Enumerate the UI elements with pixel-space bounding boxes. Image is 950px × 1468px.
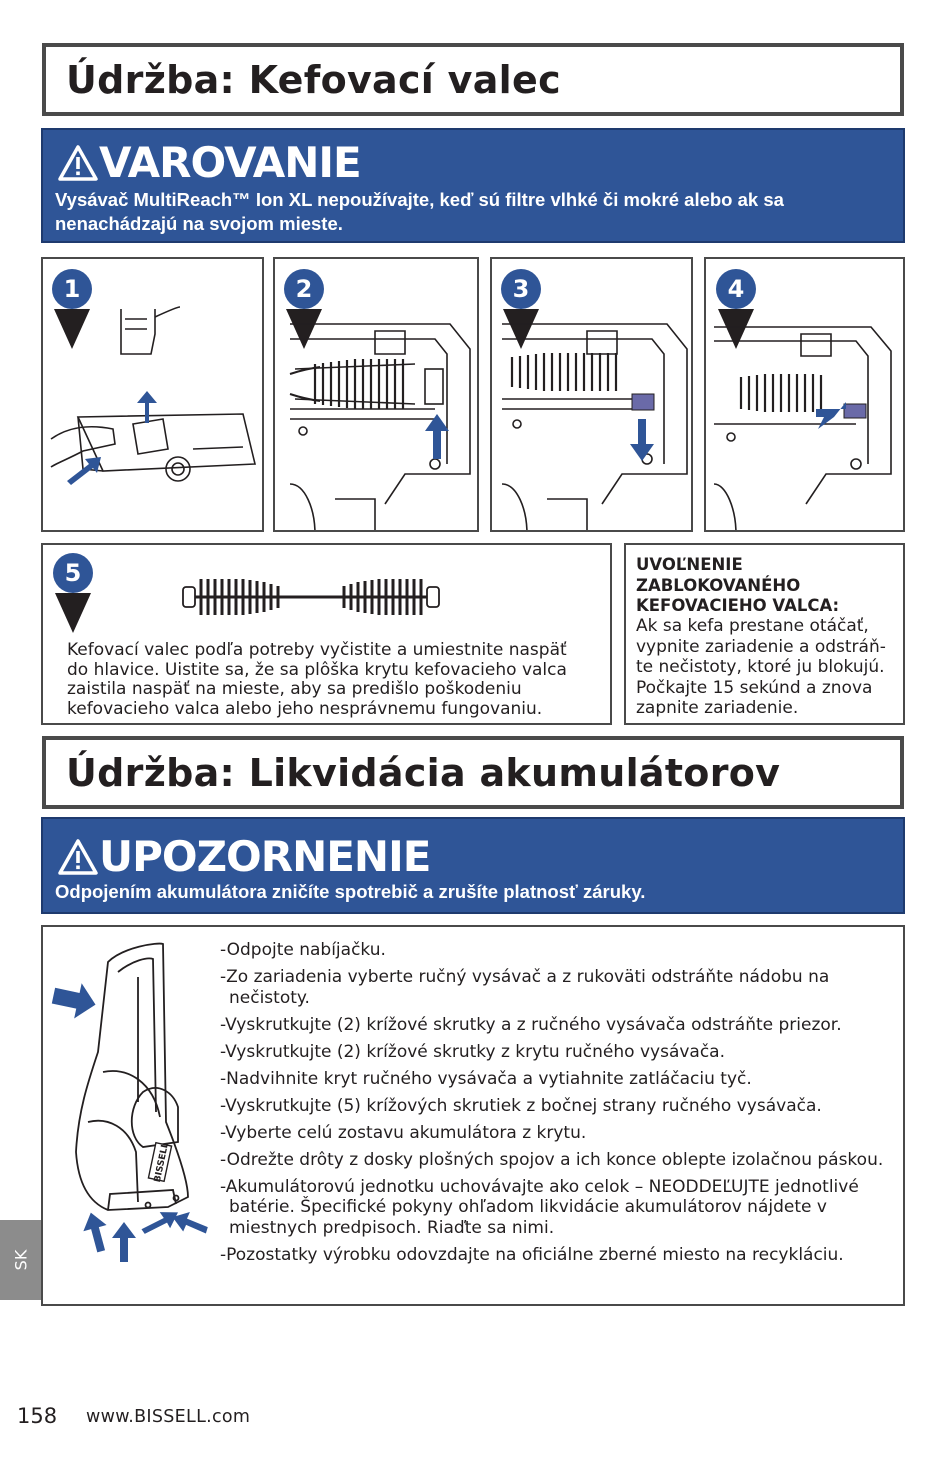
battery-disposal-steps: [220, 940, 904, 1272]
list-item: -Nadvihnite kryt ručného vysávača a vytiahnite zatláčaciu tyč.: [220, 1068, 752, 1089]
text-line: Počkajte 15 sekúnd a znova: [636, 677, 873, 698]
section-title-box: [42, 736, 904, 809]
text-line: vypnite zariadenie a odstráň-: [636, 636, 886, 657]
step-number-badge: 5: [53, 553, 93, 593]
release-title: [636, 555, 839, 617]
brushroll-illustration: [181, 573, 441, 623]
handheld-vacuum-illustration: [48, 932, 223, 1272]
warning-heading: [57, 138, 361, 187]
list-item: -Zo zariadenia vyberte ručný vysávač a z rukoväti odstráňte nádobu na nečistoty.: [220, 967, 830, 1008]
caution-heading-text: UPOZORNENIE: [99, 832, 431, 881]
caution-text: Odpojením akumulátora zničíte spotrebič a zrušíte platnosť záruky.: [55, 881, 646, 902]
brushroll-housing-illustration: [275, 259, 479, 532]
warning-text-line: nenachádzajú na svojom mieste.: [55, 213, 343, 234]
page-title: Údržba: Kefovací valec: [66, 58, 561, 102]
website-link[interactable]: www.BISSELL.com: [86, 1407, 251, 1427]
section-title: Údržba: Likvidácia akumulátorov: [66, 751, 781, 795]
step-2-panel: [273, 257, 479, 532]
list-item: -Vyskrutkujte (5) krížových skrutiek z bočnej strany ručného vysávača.: [220, 1095, 822, 1116]
step-number-badge: 4: [716, 269, 756, 309]
step-number-badge: 1: [52, 269, 92, 309]
text-line: zaistila naspäť na mieste, aby sa predišlo poškodeniu: [67, 679, 522, 699]
step-pointer-icon: [55, 593, 91, 633]
section-title-box: [42, 43, 904, 116]
list-item: -Pozostatky výrobku odovzdajte na oficiálne zberné miesto na recykláciu.: [220, 1244, 844, 1265]
text-line: zapnite zariadenie.: [636, 698, 799, 718]
brushroll-remove-illustration: [706, 259, 905, 532]
title-line: UVOĽNENIE: [636, 555, 743, 574]
title-line: ZABLOKOVANÉHO: [636, 575, 801, 595]
list-item: -Vyberte celú zostavu akumulátora z krytu.: [220, 1122, 587, 1143]
text-line: Ak sa kefa prestane otáčať,: [636, 616, 869, 636]
list-item: -Vyskrutkujte (2) krížové skrutky a z ručného vysávača odstráňte priezor.: [220, 1014, 842, 1035]
release-panel: [624, 543, 905, 725]
text-line: kefovacieho valca alebo jeho nesprávnemu fungovaniu.: [67, 698, 543, 719]
caution-box: [41, 817, 905, 914]
step-number-badge: 2: [284, 269, 324, 309]
warning-text: [55, 188, 784, 236]
list-item: -Vyskrutkujte (2) krížové skrutky z krytu ručného vysávača.: [220, 1041, 726, 1062]
warning-heading-text: VAROVANIE: [99, 138, 361, 187]
title-line: KEFOVACIEHO VALCA:: [636, 596, 840, 615]
text-line: Kefovací valec podľa potreby vyčistite a umiestnite naspäť: [67, 640, 567, 660]
page-number: 158: [17, 1404, 58, 1428]
text-line: do hlavice. Uistite sa, že sa plôška krytu kefovacieho valca: [67, 659, 567, 680]
step-5-text: [67, 641, 567, 719]
step-1-panel: [41, 257, 264, 532]
release-text: [636, 616, 886, 719]
language-code: SK: [11, 1249, 30, 1271]
list-item: -Odpojte nabíjačku.: [220, 940, 386, 960]
list-item: -Akumulátorovú jednotku uchovávajte ako celok – NEODDEĽUJTE jednotlivé batérie. Špecifické pokyny ohľadom likvidácie akumulátorov nájdete v miestnych predpisoch. Riaďte sa nimi.: [220, 1176, 859, 1238]
step-number-badge: 3: [501, 269, 541, 309]
warning-triangle-icon: [57, 838, 99, 876]
bissell-logo-text: BISSELL: [152, 1141, 172, 1184]
step-4-panel: [704, 257, 905, 532]
text-line: te nečistoty, ktoré ju blokujú.: [636, 657, 885, 677]
list-item: -Odrežte drôty z dosky plošných spojov a ich konce oblepte izolačnou páskou.: [220, 1149, 884, 1170]
vacuum-head-illustration: [43, 259, 264, 532]
warning-box: [41, 128, 905, 243]
warning-text-line: Vysávač MultiReach™ Ion XL nepoužívajte, keď sú filtre vlhké či mokré alebo ak sa: [55, 189, 784, 210]
step-5-panel: [41, 543, 612, 725]
caution-heading: [57, 832, 431, 881]
brushroll-release-illustration: [492, 259, 693, 532]
language-tab: [0, 1220, 41, 1300]
warning-triangle-icon: [57, 144, 99, 182]
step-3-panel: [490, 257, 693, 532]
